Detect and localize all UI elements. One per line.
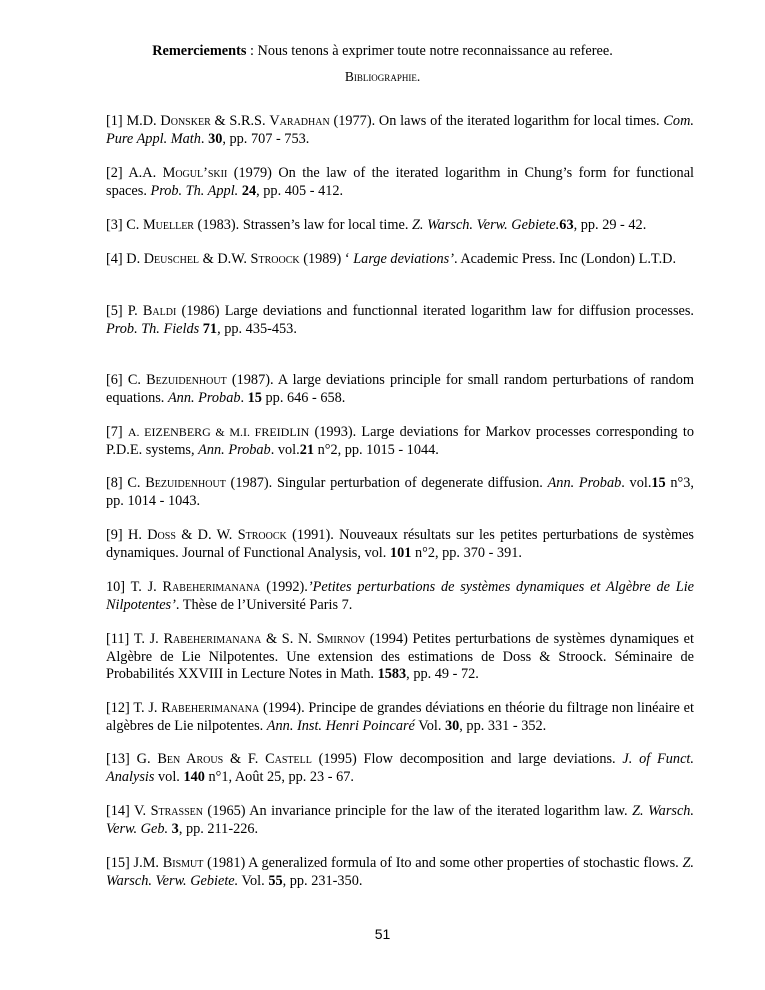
acknowledgement-text: : Nous tenons à exprimer toute notre reconnaissance au referee. [246,43,613,59]
author-name: Rabeherimanana [161,700,260,716]
reference-text: pp. 646 - 658. [261,389,346,406]
reference-text: [13] G. [106,751,158,767]
reference-text: n°1, Août 25, pp. 23 - 67. [204,768,354,785]
reference-text: . [240,389,248,406]
author-name: Smirnov [316,631,366,647]
volume-number: 3 [171,820,179,837]
author-name: Rabeherimanana [162,579,261,595]
reference-4 [106,251,694,269]
acknowledgement-label: Remerciements [152,43,247,59]
reference-text: & S.R.S. [210,113,270,129]
reference-text: 10] T. J. [106,579,163,595]
reference-text: [7] [106,424,128,440]
bibliography-title: Bibliographie. [344,69,421,84]
reference-text: n°3, pp. 1014 - 1043. [106,475,694,509]
reference-text: , pp. 707 - 753. [222,130,310,147]
journal-title: Z. Warsch. Verw. Gebiete. [106,855,694,889]
reference-9 [106,527,694,562]
journal-title: Prob. Th. Appl. [150,182,239,199]
reference-text: , pp. 435-453. [217,320,297,337]
volume-number: 140 [183,768,205,785]
reference-text: (1994). Principe de grandes déviations en théorie du filtrage non linéaire et algèbres de Lie nilpotentes. [106,700,694,734]
reference-text: (1987). Singular perturbation of degenerate diffusion. [225,475,548,491]
author-name: Mueller [142,217,194,233]
reference-text: , pp. 211-226. [178,820,259,837]
reference-text: [9] H. [106,527,148,543]
reference-text: n°2, pp. 1015 - 1044. [314,441,439,458]
reference-7 [106,424,694,459]
volume-number: 24 [241,182,257,199]
reference-text: . Thèse de l’Université Paris 7. [175,596,353,613]
reference-6 [106,372,694,407]
reference-text: & S. N. [261,631,317,647]
reference-10 [106,579,694,614]
reference-2 [106,165,694,200]
author-name: Stroock [237,527,287,543]
reference-text: (1995) Flow decomposition and large deviations. [311,751,623,767]
reference-text: [15] J.M. [106,855,163,871]
reference-text: , pp. 331 - 352. [459,717,547,734]
journal-title: Z. Warsch. Verw. Gebiete. [411,217,560,233]
reference-text: [4] D. [106,251,144,267]
reference-text: , pp. 405 - 412. [256,182,344,199]
reference-text: & F. [223,751,266,767]
reference-text: [14] V. [106,803,151,819]
author-name: Deuschel [143,251,200,267]
reference-text: (1987). A large deviations principle for small random perturbations of random equations. [106,372,694,406]
reference-11 [106,631,694,684]
reference-text: (1989) ‘ [299,251,354,267]
reference-5 [106,303,694,338]
reference-text: [3] C. [106,217,143,233]
reference-text: [2] A.A. [106,165,163,181]
reference-text: (1965) An invariance principle for the law of the iterated logarithm law. [202,803,633,819]
reference-text: [12] T. J. [106,700,162,716]
author-name: Doss [147,527,176,543]
volume-number: 15 [247,389,262,406]
volume-number: 55 [268,872,283,889]
journal-title: Ann. Inst. Henri Poincaré [266,717,415,734]
author-name: Varadhan [269,113,330,129]
reference-text: [5] P. [106,303,143,319]
author-name: Bismut [162,855,204,871]
reference-text: , pp. 29 - 42. [573,217,647,233]
reference-text: . vol. [621,475,652,491]
reference-text: (1977). On laws of the iterated logarithm for local times. [329,113,664,129]
volume-number: 30 [208,130,223,147]
volume-number: 101 [389,544,412,561]
reference-text: vol. [154,768,184,785]
reference-text: n°2, pp. 370 - 391. [411,544,522,561]
reference-8 [106,475,694,510]
journal-title: Large deviations’ [353,251,454,267]
volume-number: 15 [651,475,666,491]
reference-text: (1991). Nouveaux résultats sur les petites perturbations de systèmes dynamiques. Journal of Functional Analysis, vol. [106,527,694,561]
author-name: Castell [265,751,312,767]
reference-text: Vol. [238,872,269,889]
reference-14 [106,803,694,838]
reference-text: (1992). [260,579,308,595]
journal-title: ’Petites perturbations de systèmes dynamiques et Algèbre de Lie Nilpotentes’ [106,579,695,613]
reference-text: [1] M.D. [106,113,161,129]
page-number: 51 [374,926,391,942]
reference-text: (1979) On the law of the iterated logarithm in Chung’s form for functional spaces. [106,165,695,199]
author-name: Baldi [142,303,177,319]
reference-12 [106,700,694,735]
author-name: Stroock [250,251,300,267]
author-name: Bezuidenhout [145,475,226,491]
journal-title: Z. Warsch. Verw. Geb. [106,803,695,837]
journal-title: Ann. Probab [167,389,241,406]
reference-13 [106,751,694,786]
author-name: Donsker [160,113,211,129]
reference-text: [11] T. J. [106,631,164,647]
journal-title: Prob. Th. Fields [106,320,200,337]
journal-title: J. of Funct. Analysis [106,751,694,785]
reference-15 [106,855,694,890]
author-name: Bezuidenhout [146,372,227,388]
reference-text: [8] C. [106,475,146,491]
reference-text: [6] C. [106,372,147,388]
reference-text: & D.W. [199,251,251,267]
reference-text: (1983). Strassen’s law for local time. [193,217,412,233]
volume-number: 30 [444,717,460,734]
reference-text: (1993). Large deviations for Markov processes corresponding to P.D.E. systems, [106,424,695,458]
reference-1 [106,113,694,148]
acknowledgement [0,43,765,61]
journal-title: Com. Pure Appl. Math [106,113,694,147]
reference-text: Vol. [414,717,445,734]
reference-text: , pp. 49 - 72. [406,666,479,682]
author-name: Strassen [150,803,203,819]
author-name: Ben Arous [157,751,224,767]
reference-text: . [200,130,209,147]
journal-title: Ann. Probab [198,441,271,458]
author-name: Mogul’skii [162,165,228,181]
volume-number: 21 [299,441,314,458]
reference-text: (1994) Petites perturbations de systèmes dynamiques et Algèbre de Lie Nilpotentes. Une extension des estimations de Doss & Stroock. Séminaire de Probabilités XXVIII in Lecture Notes in Math. [106,631,694,682]
reference-text: A. EIZENBERG & M.I. FREIDLIN [127,425,310,439]
reference-3 [106,217,694,235]
volume-number: 63 [559,217,574,233]
volume-number: 1583 [377,666,407,682]
journal-title: Ann. Probab [547,475,622,491]
reference-text: (1981) A generalized formula of Ito and some other properties of stochastic flows. [203,855,683,871]
reference-text: (1986) Large deviations and functionnal iterated logarithm law for diffusion processes. [176,303,694,319]
volume-number: 71 [202,320,218,337]
author-name: Rabeherimanana [163,631,262,647]
reference-text: , pp. 231-350. [282,872,363,889]
reference-text: & D. W. [175,527,238,543]
reference-text: . Academic Press. Inc (London) L.T.D. [453,251,677,267]
reference-text: . vol. [270,441,300,458]
